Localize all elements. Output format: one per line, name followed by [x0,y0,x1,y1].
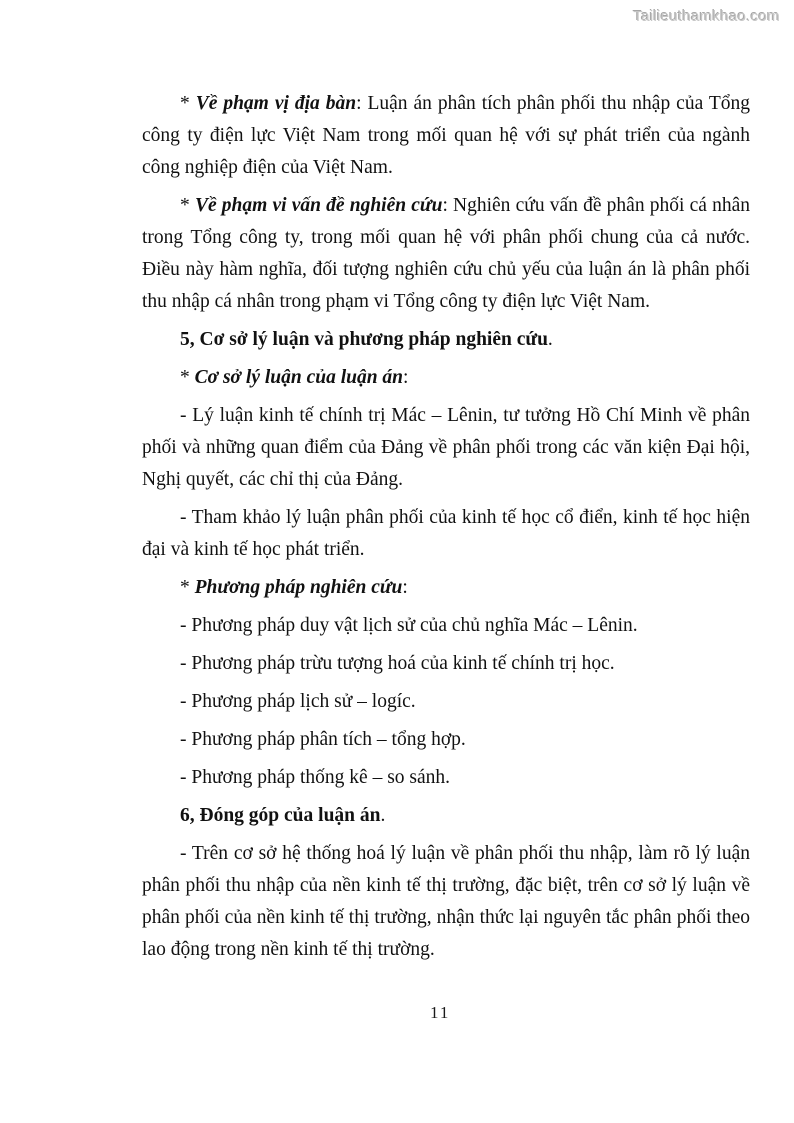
text-run: - Phương pháp duy vật lịch sử của chủ nghĩa Mác – Lênin. [180,615,638,636]
paragraph [142,838,750,966]
text-run: . [547,329,553,350]
text-run: 5, Cơ sở lý luận và phương pháp nghiên cứu [180,329,548,350]
text-run: : Nghiên cứu vấn đề phân phối cá nhân trong Tổng công ty, trong mối quan hệ với phân phối chung của cả nước. Điều này hàm nghĩa, đối tượng nghiên cứu chủ yếu của luận án là phân phối thu nhập cá nhân trong phạm vi Tổng công ty điện lực Việt Nam. [142,195,750,312]
paragraph [142,190,750,318]
text-run: * [180,195,195,216]
text-run: - Phương pháp lịch sử – logíc. [180,691,416,712]
text-run: : [402,577,408,598]
text-run: * [180,367,195,388]
text-run: Phương pháp nghiên cứu [194,577,403,598]
text-run: Cơ sở lý luận của luận án [194,367,404,388]
text-run: . [380,805,386,826]
paragraph [142,762,750,794]
paragraph [142,724,750,756]
text-run: - Phương pháp phân tích – tổng hợp. [180,729,466,750]
paragraph [142,88,750,184]
text-run: Về phạm vi vấn đề nghiên cứu [194,195,443,216]
text-run: : Luận án phân tích phân phối thu nhập của Tổng công ty điện lực Việt Nam trong mối quan hệ với sự phát triển của ngành công nghiệp điện của Việt Nam. [142,93,750,178]
text-run: - Lý luận kinh tế chính trị Mác – Lênin, tư tưởng Hồ Chí Minh về phân phối và những quan điểm của Đảng về phân phối trong các văn kiện Đại hội, Nghị quyết, các chỉ thị của Đảng. [142,405,750,490]
paragraph [142,686,750,718]
text-run: - Trên cơ sở hệ thống hoá lý luận về phân phối thu nhập, làm rõ lý luận phân phối thu nhập của nền kinh tế thị trường, đặc biệt, trên cơ sở lý luận về phân phối của nền kinh tế thị trường, nhận thức lại nguyên tắc phân phối theo lao động trong nền kinh tế thị trường. [142,843,750,960]
watermark: Tailieuthamkhao.com [633,8,780,25]
paragraph [142,648,750,680]
paragraph [142,800,750,832]
text-run: Về phạm vị địa bàn [195,93,357,114]
document-content [142,88,750,966]
paragraph [142,502,750,566]
paragraph [142,610,750,642]
paragraph [142,400,750,496]
text-run: - Phương pháp trừu tượng hoá của kinh tế chính trị học. [180,653,615,674]
text-run: - Tham khảo lý luận phân phối của kinh tế học cổ điển, kinh tế học hiện đại và kinh tế học phát triển. [142,507,750,560]
paragraph [142,324,750,356]
page-number: 11 [430,1003,451,1022]
paragraph [142,362,750,394]
paragraph [142,572,750,604]
text-run: - Phương pháp thống kê – so sánh. [180,767,451,788]
text-run: 6, Đóng góp của luận án [180,805,381,826]
text-run: * [180,93,196,114]
text-run: : [403,367,409,388]
text-run: * [180,577,195,598]
